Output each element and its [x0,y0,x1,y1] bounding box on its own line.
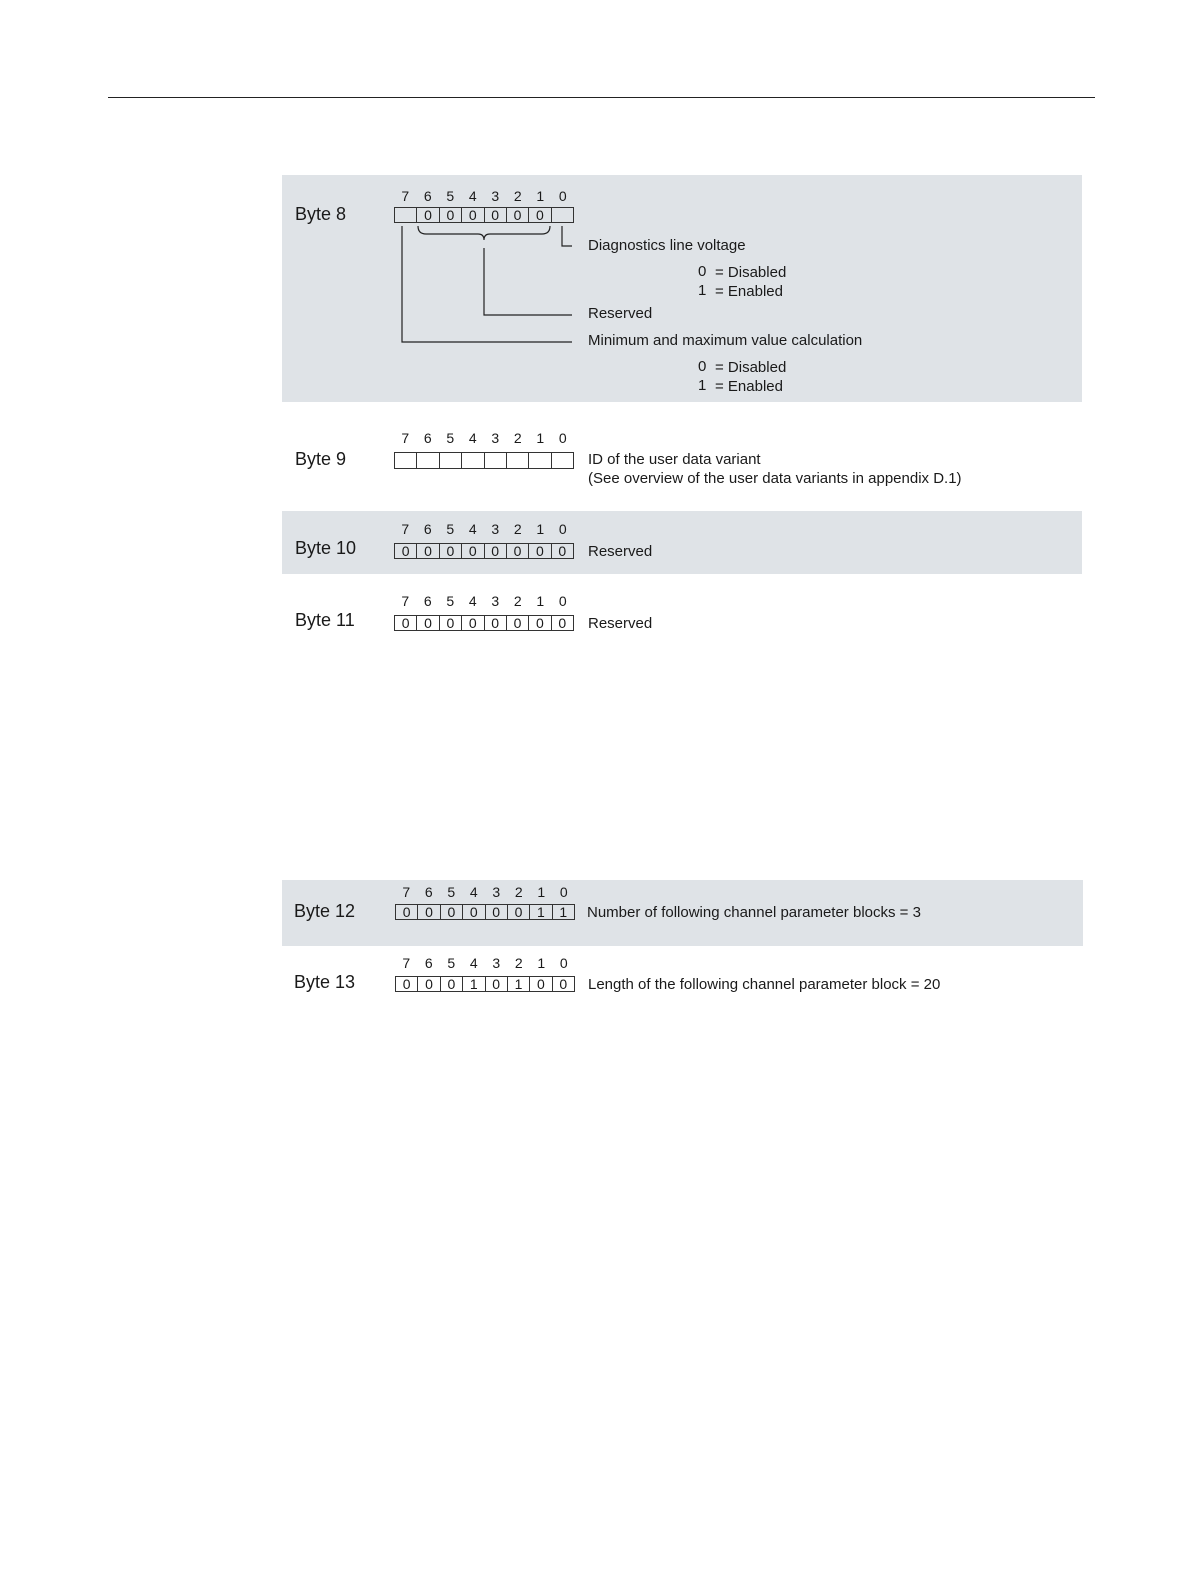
byte-8-field-diagnostics: Diagnostics line voltage [588,237,746,254]
byte-12-bit-numbers: 7 6 5 4 3 2 1 0 [402,884,568,900]
byte-11-bit-numbers: 7 6 5 4 3 2 1 0 [401,593,567,609]
byte-9-description: ID of the user data variant [588,451,761,468]
byte-8-field-minmax: Minimum and maximum value calculation [588,332,863,349]
byte-8-bit-cells: 0 0 0 0 0 0 [394,207,574,223]
byte-13-description: Length of the following channel parameter block = 20 [588,976,941,993]
byte-11-bit-cells: 0 0 0 0 0 0 0 0 [394,615,574,631]
byte-9-bit-numbers: 7 6 5 4 3 2 1 0 [401,430,567,446]
byte-8-field-reserved: Reserved [588,305,653,322]
byte-11-label: Byte 11 [295,610,355,630]
byte-12-label: Byte 12 [294,901,356,921]
byte-13-bit-numbers: 7 6 5 4 3 2 1 0 [402,955,568,971]
byte-8-minmax-value-1: 1 [698,377,707,394]
byte-8-diag-text-0: = Disabled [715,264,787,281]
byte-8-minmax-text-0: = Disabled [715,359,787,376]
byte-9-description-note: (See overview of the user data variants in appendix D.1) [588,470,962,487]
byte-13-bit-cells: 0 0 0 1 0 1 0 0 [395,976,575,992]
byte-9-label: Byte 9 [295,449,347,469]
byte-8-diag-text-1: = Enabled [715,283,783,300]
byte-8-diag-value-0: 0 [698,263,707,280]
byte-10-label: Byte 10 [295,538,357,558]
byte-8-minmax-text-1: = Enabled [715,378,783,395]
byte-8-bit-numbers: 7 6 5 4 3 2 1 0 [401,188,567,204]
byte-10-bit-numbers: 7 6 5 4 3 2 1 0 [401,521,567,537]
byte-8-diag-value-1: 1 [698,282,707,299]
byte-12-description: Number of following channel parameter blocks = 3 [587,904,921,921]
byte-8-label: Byte 8 [295,204,347,224]
byte-10-description: Reserved [588,543,653,560]
byte-8-leader-lines [390,222,590,352]
byte-9-bit-cells [394,452,574,469]
byte-11-description: Reserved [588,615,653,632]
byte-13-label: Byte 13 [294,972,356,992]
byte-8-minmax-value-0: 0 [698,358,707,375]
header-rule [108,97,1095,98]
byte-10-bit-cells: 0 0 0 0 0 0 0 0 [394,543,574,559]
byte-12-bit-cells: 0 0 0 0 0 0 1 1 [395,904,575,920]
